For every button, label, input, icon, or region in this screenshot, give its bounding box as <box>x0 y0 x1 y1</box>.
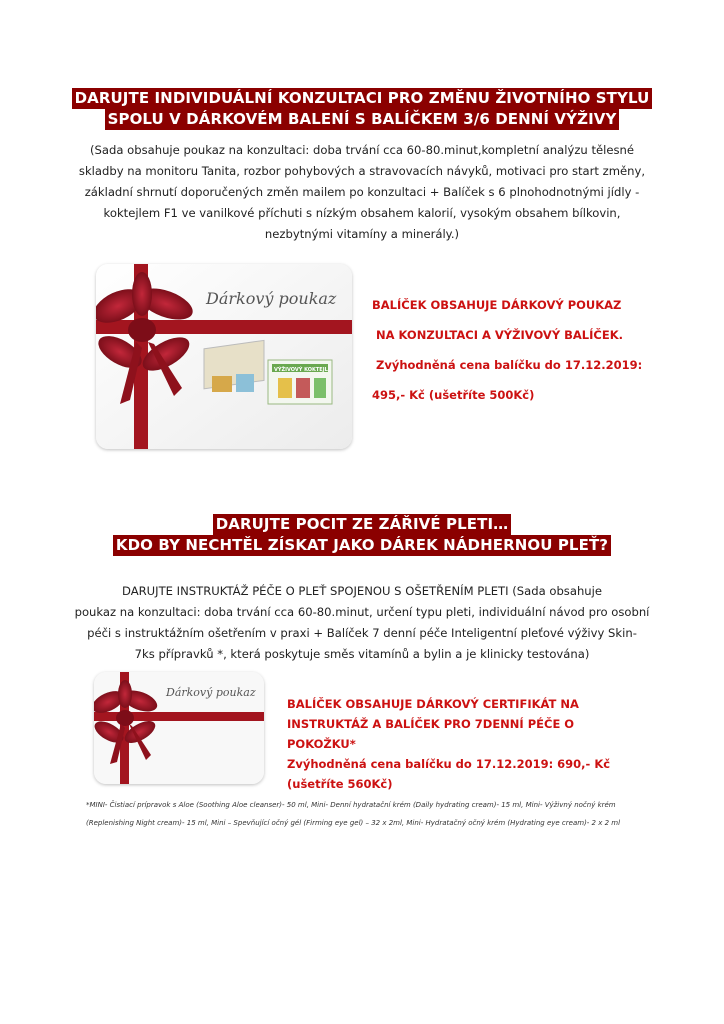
gift-voucher-image-2 <box>94 672 264 784</box>
offer-line: BALÍČEK OBSAHUJE DÁRKOVÝ POUKAZ <box>372 298 622 312</box>
section1-heading-line-1: DARUJTE INDIVIDUÁLNÍ KONZULTACI PRO ZMĚNU ŽIVOTNÍHO STYLU <box>72 88 653 109</box>
footnote <box>86 796 646 832</box>
section1-description <box>70 140 654 245</box>
section1-offer <box>372 290 642 410</box>
product-label: VÝŽIVOVÝ KOKTEJL <box>274 367 328 373</box>
section2-description-line: poukaz na konzultaci: doba trvání cca 60-80.minut, určení typu pleti, individuální návod pro osobní <box>74 605 650 619</box>
section2-heading-line-2: KDO BY NECHTĚL ZÍSKAT JAKO DÁREK NÁDHERNOU PLEŤ? <box>113 535 611 556</box>
section1-description-line: koktejlem F1 ve vanilkové příchuti s nízkým obsahem kalorií, vysokým obsahem bílkovin, <box>103 206 621 220</box>
offer-line: BALÍČEK OBSAHUJE DÁRKOVÝ CERTIFIKÁT NA <box>287 697 579 711</box>
section2-description <box>66 581 658 665</box>
offer-price: 495,- Kč (ušetříte 500Kč) <box>372 388 535 402</box>
section2-offer <box>287 694 610 794</box>
section1-description-line: skladby na monitoru Tanita, rozbor pohybových a stravovacích návyků, motivaci pro start změny, <box>78 164 646 178</box>
offer-price-label: Zvýhodněná cena balíčku do 17.12.2019: 690,- Kč <box>287 757 611 771</box>
footnote-line: *MINI- Čistiací prípravok s Aloe (Soothing Aloe cleanser)- 50 ml, Mini- Denní hydratační krém (Daily hydrating cream)- 15 ml, Mini- Výživný nočný krém <box>86 801 616 809</box>
voucher-label: Dárkový poukaz <box>206 289 337 308</box>
section2-description-line: péči s instruktážním ošetřením v praxi + Balíček 7 denní péče Inteligentní pleťové výživy Skin- <box>87 626 637 640</box>
section2-heading-line-1: DARUJTE POCIT ZE ZÁŘIVÉ PLETI… <box>213 514 512 535</box>
section2-heading <box>0 514 724 556</box>
section2-description-line: DARUJTE INSTRUKTÁŽ PÉČE O PLEŤ SPOJENOU S OŠETŘENÍM PLETI (Sada obsahuje <box>121 584 603 598</box>
section1-heading <box>0 88 724 130</box>
offer-line: POKOŽKU* <box>287 737 356 751</box>
gift-voucher-image-1 <box>96 264 352 449</box>
section1-description-line: nezbytnými vitamíny a minerály.) <box>264 227 460 241</box>
offer-price: (ušetříte 560Kč) <box>287 777 393 791</box>
offer-price-label: Zvýhodněná cena balíčku do 17.12.2019: <box>376 358 643 372</box>
footnote-line: (Replenishing Night cream)- 15 ml, Mini – Spevňující očný gél (Firming eye gel) – 32 x 2ml, Mini- Hydratačný očný krém (Hydrating eye cream)- 2 x 2 ml <box>86 819 621 827</box>
section2-description-line: 7ks přípravků *, která poskytuje směs vitamínů a bylin a je klinicky testována) <box>134 647 590 661</box>
offer-line: NA KONZULTACI A VÝŽIVOVÝ BALÍČEK. <box>376 328 623 342</box>
voucher-label: Dárkový poukaz <box>166 686 256 699</box>
section1-description-line: základní shrnutí doporučených změn mailem po konzultaci + Balíček s 6 plnohodnotnými jídly - <box>84 185 640 199</box>
section1-description-line: (Sada obsahuje poukaz na konzultaci: doba trvání cca 60-80.minut,kompletní analýzu tělesné <box>89 143 635 157</box>
section1-heading-line-2: SPOLU V DÁRKOVÉM BALENÍ S BALÍČKEM 3/6 DENNÍ VÝŽIVY <box>105 109 620 130</box>
offer-line: INSTRUKTÁŽ A BALÍČEK PRO 7DENNÍ PÉČE O <box>287 717 575 731</box>
